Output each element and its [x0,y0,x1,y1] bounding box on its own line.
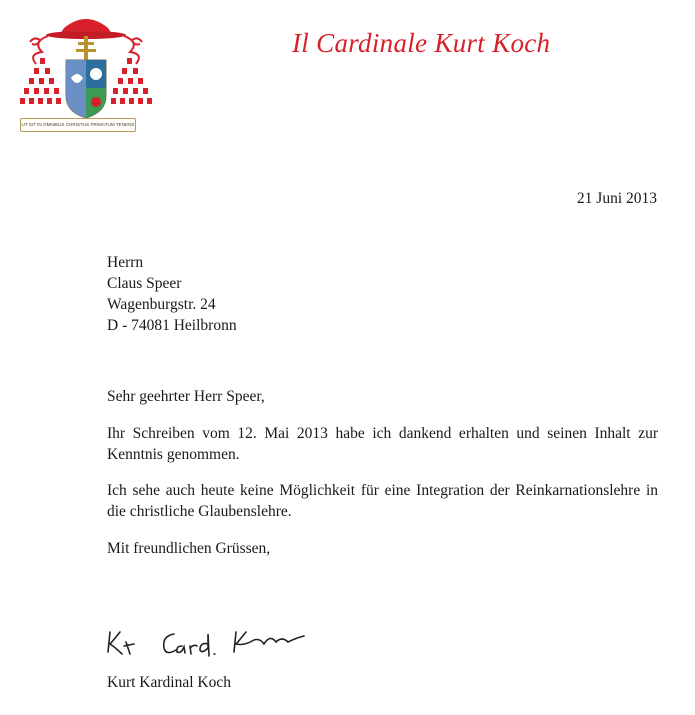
handwritten-signature [104,620,314,666]
address-line: Claus Speer [107,275,182,292]
letter-date: 21 Juni 2013 [576,190,657,207]
motto-banner: UT SIT IN OMNIBUS CHRISTUS PRIMATUM TENENS [20,118,136,132]
recipient-address [107,252,237,336]
body-paragraph: Ihr Schreiben vom 12. Mai 2013 habe ich dankend erhalten und seinen Inhalt zur Kenntnis genommen. [107,425,658,463]
salutation: Sehr geehrter Herr Speer, [107,388,265,405]
closing: Mit freundlichen Grüssen, [107,540,271,557]
signer-name: Kurt Kardinal Koch [107,674,231,691]
body-paragraph: Ich sehe auch heute keine Möglichkeit für eine Integration der Reinkarnationslehre in die christliche Glaubenslehre. [107,482,658,520]
address-line: Herrn [107,254,144,271]
letterhead-title: Il Cardinale Kurt Koch [292,28,551,58]
letterhead [0,0,695,140]
address-line: Wagenburgstr. 24 [107,296,216,313]
address-line: D - 74081 Heilbronn [107,317,237,334]
